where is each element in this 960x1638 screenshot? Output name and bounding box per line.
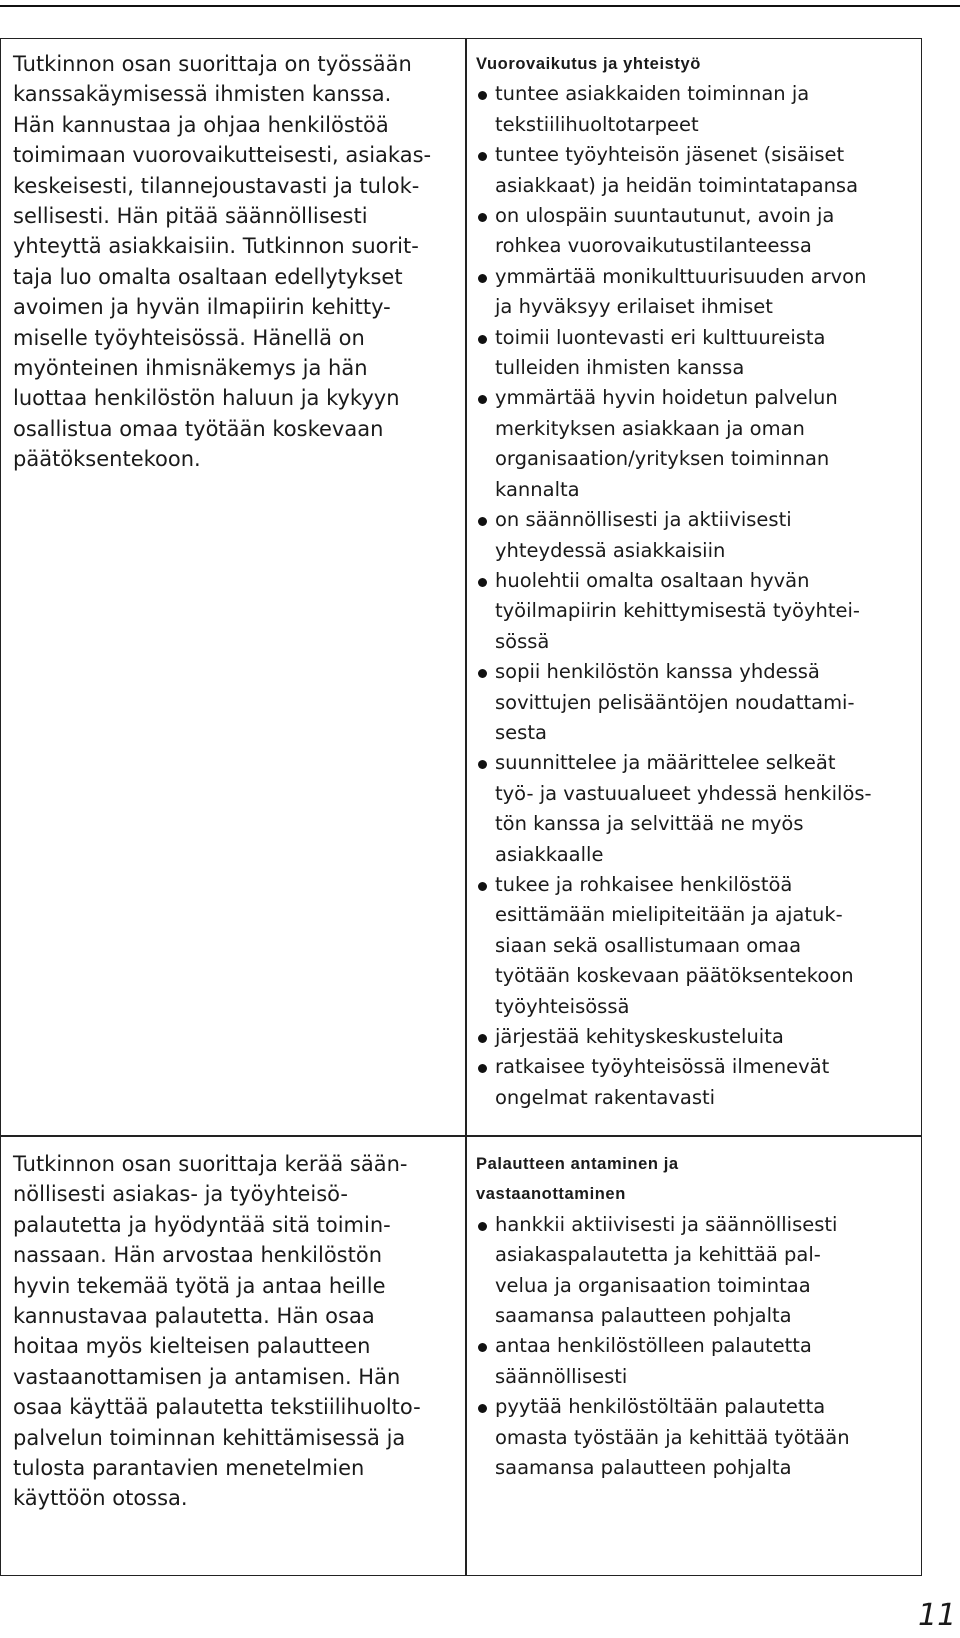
criteria-item-line: ongelmat rakentavasti (495, 1085, 716, 1109)
criteria-item-line: työilmapiirin kehittymisestä työyhtei- (495, 599, 860, 623)
criteria-item-line: saamansa palautteen pohjalta (495, 1304, 792, 1328)
criteria-item (476, 1210, 916, 1332)
criteria-item (476, 262, 916, 323)
page-number: 11 (918, 1598, 957, 1633)
criteria-item-line: omasta työstään ja kehittää työtään (495, 1425, 850, 1449)
criteria-item (476, 79, 916, 140)
top-description (13, 49, 453, 475)
criteria-item (476, 1331, 916, 1392)
criteria-list (476, 79, 916, 1113)
criteria-item-line: sovittujen pelisääntöjen noudattami- (495, 690, 855, 714)
criteria-item (476, 505, 916, 566)
criteria-item (476, 1052, 916, 1113)
criteria-item-line: hankkii aktiivisesti ja säännöllisesti (495, 1212, 838, 1236)
description-line: osallistua omaa työtään koskevaan (13, 416, 384, 441)
criteria-item-line: asiakkaalle (495, 842, 604, 866)
top-criteria (476, 49, 916, 1113)
criteria-item (476, 657, 916, 748)
criteria-item-line: saamansa palautteen pohjalta (495, 1456, 792, 1480)
criteria-item-line: organisaation/yrityksen toiminnan (495, 447, 830, 471)
criteria-heading-line: vastaanottaminen (476, 1185, 626, 1204)
criteria-item (476, 748, 916, 870)
criteria-item-line: suunnittelee ja määrittelee selkeät (495, 751, 836, 775)
description-line: myönteinen ihmisnäkemys ja hän (13, 356, 368, 381)
description-line: avoimen ja hyvän ilmapiirin kehitty- (13, 295, 391, 320)
criteria-item-line: ratkaisee työyhteisössä ilmenevät (495, 1055, 830, 1079)
description-line: sellisesti. Hän pitää säännöllisesti (13, 204, 368, 229)
criteria-item (476, 201, 916, 262)
criteria-item (476, 566, 916, 657)
criteria-item-line: sopii henkilöstön kanssa yhdessä (495, 660, 820, 684)
criteria-item (476, 140, 916, 201)
assessment-table (0, 38, 922, 1576)
description-line: hyvin tekemää työtä ja antaa heille (13, 1273, 386, 1298)
description-line: Tutkinnon osan suorittaja kerää sään- (13, 1152, 408, 1176)
description-line: yhteyttä asiakkaisiin. Tutkinnon suorit- (13, 234, 419, 259)
criteria-item-line: yhteydessä asiakkaisiin (495, 538, 726, 562)
criteria-item-line: ymmärtää monikulttuurisuuden arvon (495, 264, 867, 288)
criteria-item-line: ja hyväksyy erilaiset ihmiset (495, 295, 773, 319)
description-line: kannustavaa palautetta. Hän osaa (13, 1304, 375, 1329)
criteria-list (476, 1210, 916, 1484)
criteria-item-line: asiakaspalautetta ja kehittää pal- (495, 1243, 821, 1267)
description-line: hoitaa myös kielteisen palautteen (13, 1334, 371, 1359)
description-line: nassaan. Hän arvostaa henkilöstön (13, 1243, 383, 1268)
description-line: Hän kannustaa ja ohjaa henkilöstöä (13, 112, 389, 137)
criteria-item-line: toimii luontevasti eri kulttuureista (495, 325, 826, 349)
criteria-item-line: työyhteisössä (495, 994, 630, 1018)
criteria-item-line: tuntee työyhteisön jäsenet (sisäiset (495, 143, 845, 167)
criteria-item-line: säännöllisesti (495, 1364, 628, 1388)
criteria-item-line: tulleiden ihmisten kanssa (495, 356, 745, 380)
criteria-item-line: velua ja organisaation toimintaa (495, 1273, 811, 1297)
criteria-item-line: ymmärtää hyvin hoidetun palvelun (495, 386, 838, 410)
description-line: kanssakäymisessä ihmisten kanssa. (13, 82, 392, 107)
criteria-item-line: sesta (495, 720, 547, 744)
criteria-item-line: työtään koskevaan päätöksentekoon (495, 964, 854, 988)
criteria-item-line: tön kanssa ja selvittää ne myös (495, 812, 804, 836)
description-line: toimimaan vuorovaikutteisesti, asiakas- (13, 143, 432, 168)
criteria-item-line: esittämään mielipiteitään ja ajatuk- (495, 903, 843, 927)
description-line: nöllisesti asiakas- ja työyhteisö- (13, 1182, 348, 1207)
criteria-item-line: työ- ja vastuualueet yhdessä henkilös- (495, 781, 872, 805)
column-divider (465, 39, 467, 1575)
criteria-item-line: siaan sekä osallistumaan omaa (495, 933, 802, 957)
criteria-item-line: kannalta (495, 477, 580, 501)
criteria-item-line: pyytää henkilöstöltään palautetta (495, 1395, 826, 1419)
criteria-item-line: on säännöllisesti ja aktiivisesti (495, 508, 792, 532)
criteria-item-line: tukee ja rohkaisee henkilöstöä (495, 872, 793, 896)
description-line: päätöksentekoon. (13, 447, 201, 472)
criteria-item-line: järjestää kehityskeskusteluita (495, 1025, 784, 1048)
criteria-heading (476, 1149, 916, 1210)
criteria-item (476, 1392, 916, 1483)
criteria-item-line: on ulospäin suuntautunut, avoin ja (495, 204, 835, 228)
criteria-item-line: merkityksen asiakkaan ja oman (495, 416, 805, 440)
criteria-item-line: tuntee asiakkaiden toiminnan ja (495, 82, 810, 106)
description-line: luottaa henkilöstön haluun ja kykyyn (13, 386, 400, 411)
description-line: keskeisesti, tilannejoustavasti ja tulok- (13, 173, 420, 198)
description-line: taja luo omalta osaltaan edellytykset (13, 264, 403, 289)
criteria-item-line: sössä (495, 629, 550, 653)
top-rule (0, 5, 960, 7)
description-line: vastaanottamisen ja antamisen. Hän (13, 1364, 401, 1389)
criteria-item (476, 383, 916, 505)
bottom-criteria (476, 1149, 916, 1483)
description-line: palvelun toiminnan kehittämisessä ja (13, 1425, 406, 1450)
criteria-heading-line: Palautteen antaminen ja (476, 1155, 679, 1173)
description-line: osaa käyttää palautetta tekstiilihuolto- (13, 1395, 421, 1420)
criteria-item (476, 870, 916, 1022)
row-divider (1, 1135, 921, 1137)
criteria-item-line: rohkea vuorovaikutustilanteessa (495, 234, 812, 258)
criteria-item-line: antaa henkilöstölleen palautetta (495, 1334, 812, 1358)
criteria-item (476, 1022, 916, 1052)
criteria-item-line: huolehtii omalta osaltaan hyvän (495, 568, 810, 592)
criteria-item (476, 323, 916, 384)
description-line: tulosta parantavien menetelmien (13, 1456, 365, 1481)
bottom-description (13, 1149, 453, 1514)
criteria-item-line: asiakkaat) ja heidän toimintatapansa (495, 173, 859, 197)
criteria-heading: Vuorovaikutus ja yhteistyö (476, 55, 701, 73)
description-line: käyttöön otossa. (13, 1486, 188, 1511)
description-line: miselle työyhteisössä. Hänellä on (13, 325, 365, 350)
description-line: palautetta ja hyödyntää sitä toimin- (13, 1212, 391, 1237)
description-line: Tutkinnon osan suorittaja on työssään (13, 52, 412, 76)
criteria-item-line: tekstiilihuoltotarpeet (495, 112, 699, 136)
